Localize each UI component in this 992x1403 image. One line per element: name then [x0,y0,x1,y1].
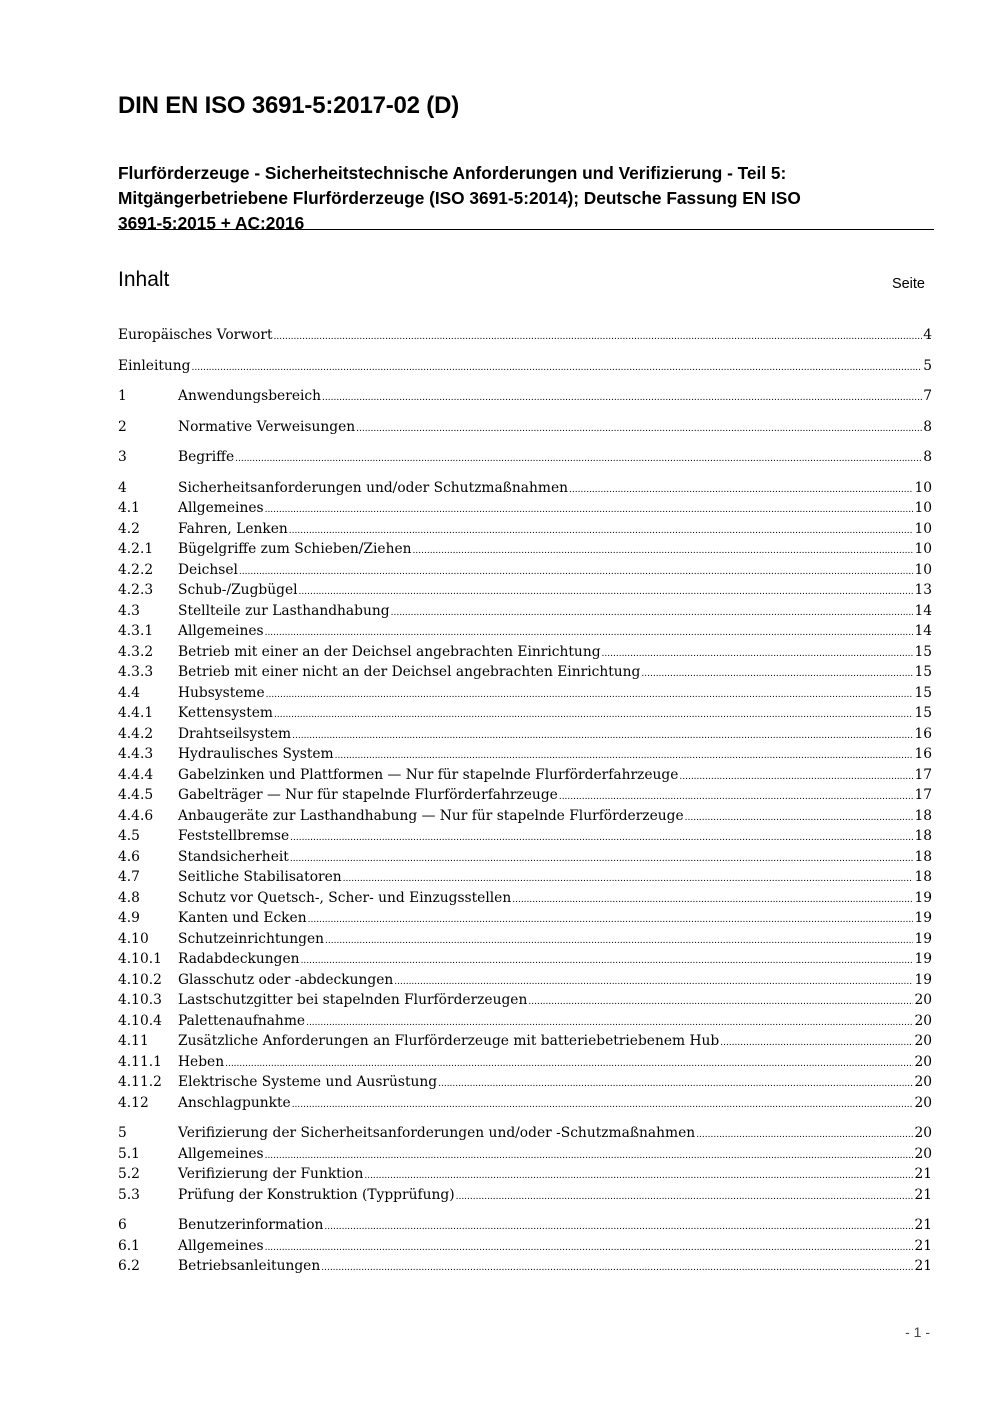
toc-entry-page: 20 [914,1012,932,1029]
toc-entry-title: Glasschutz oder -abdeckungen [178,971,394,988]
toc-entry-page: 17 [914,787,932,803]
toc-entry-title: Heben [178,1053,225,1070]
toc-entry-page: 4 [923,327,932,343]
toc-entry[interactable] [118,990,932,1011]
toc-entry[interactable] [118,867,932,888]
toc-entry[interactable] [118,785,932,806]
toc-dot-leader [321,1258,913,1279]
toc-entry[interactable] [118,621,932,642]
toc-entry-number: 2 [118,418,127,435]
toc-dot-leader [641,664,913,685]
toc-dot-leader [235,449,922,470]
toc-entry-page: 14 [914,602,932,619]
toc-entry-page: 14 [914,623,932,639]
toc-entry-title: Hubsysteme [178,684,265,701]
toc-entry-title: Anwendungsbereich [178,388,322,404]
toc-entry-title: Betrieb mit einer nicht an der Deichsel angebrachten Einrichtung [178,664,641,680]
toc-entry-number: 4.10.4 [118,1012,162,1029]
toc-dot-leader [325,931,913,952]
toc-entry-number: 4.10 [118,930,149,947]
toc-entry-title: Schutzeinrichtungen [178,930,325,947]
page-number: - 1 - [905,1324,930,1340]
toc-entry-title: Anschlagpunkte [178,1094,291,1111]
toc-dot-leader [308,910,914,931]
toc-dot-leader [306,1013,913,1034]
toc-entry[interactable] [118,806,932,827]
toc-entry-page: 20 [914,1074,932,1090]
toc-entry[interactable] [118,478,932,499]
toc-entry-number: 4.8 [118,889,140,906]
toc-entry[interactable] [118,1011,932,1032]
toc-entry-title: Drahtseilsystem [178,725,292,742]
toc-entry[interactable] [118,1185,932,1206]
toc-entry-number: 4.4.5 [118,787,154,803]
toc-dot-leader [569,480,913,501]
toc-entry-page: 10 [914,561,932,578]
toc-dot-leader [290,849,914,870]
toc-entry-number: 4.4.6 [118,807,154,824]
toc-entry[interactable] [118,1123,932,1144]
toc-entry-number: 4.3.3 [118,664,154,680]
toc-entry[interactable] [118,888,932,909]
toc-entry-title: Radabdeckungen [178,951,300,967]
toc-entry-number: 4.7 [118,869,140,885]
toc-entry-title: Benutzerinformation [178,1217,324,1233]
toc-entry[interactable] [118,447,932,468]
toc-entry-number: 4.2.1 [118,541,154,557]
toc-dot-leader [225,1054,913,1075]
toc-entry[interactable] [118,519,932,540]
toc-entry[interactable] [118,908,932,929]
toc-entry-page: 20 [914,1145,932,1162]
toc-entry-page: 8 [923,449,932,465]
toc-dot-leader [394,972,913,993]
toc-entry-title: Allgemeines [178,1237,264,1254]
toc-entry-number: 4.9 [118,910,140,926]
toc-entry-number: 6.2 [118,1258,140,1274]
toc-dot-leader [265,1146,914,1167]
toc-entry-page: 19 [914,971,932,988]
subtitle-line: Mitgängerbetriebene Flurförderzeuge (ISO 3691-5:2014); Deutsche Fassung EN ISO [118,188,801,208]
toc-entry[interactable] [118,1256,932,1277]
toc-entry-title: Elektrische Systeme und Ausrüstung [178,1074,438,1090]
toc-entry-number: 4.3.1 [118,623,154,639]
toc-entry[interactable] [118,1031,932,1052]
toc-entry-number: 4.5 [118,828,140,844]
toc-entry-number: 4.2.3 [118,582,154,598]
toc-dot-leader [324,1217,913,1238]
toc-entry-title: Kanten und Ecken [178,910,307,926]
document-title: DIN EN ISO 3691-5:2017-02 (D) [118,92,460,119]
toc-dot-leader [720,1033,913,1054]
toc-entry[interactable] [118,929,932,950]
toc-dot-leader [299,582,914,603]
toc-entry-number: 4.3.2 [118,643,154,660]
toc-entry[interactable] [118,744,932,765]
toc-entry-page: 18 [914,869,932,885]
toc-entry-number: 5 [118,1125,127,1141]
toc-entry-page: 19 [914,930,932,947]
toc-entry-page: 10 [914,520,932,537]
toc-entry-number: 4.1 [118,500,140,516]
toc-entry-title: Verifizierung der Funktion [178,1166,364,1182]
toc-entry-number: 4 [118,479,127,496]
toc-entry-page: 13 [914,582,932,598]
toc-entry-page: 15 [914,684,932,701]
toc-entry-page: 7 [923,388,932,404]
toc-entry-number: 4.12 [118,1094,149,1111]
toc-dot-leader [265,1238,914,1259]
toc-entry-page: 15 [914,705,932,721]
toc-dot-leader [679,767,913,788]
toc-dot-leader [685,808,914,829]
toc-dot-leader [274,705,913,726]
toc-entry-title: Feststellbremse [178,828,290,844]
toc-entry[interactable] [118,1236,932,1257]
toc-entry[interactable] [118,325,932,346]
toc-dot-leader [559,787,914,808]
toc-entry-page: 20 [914,992,932,1008]
toc-dot-leader [192,358,923,379]
toc-entry-number: 3 [118,449,127,465]
toc-dot-leader [301,951,914,972]
toc-dot-leader [322,388,922,409]
toc-entry[interactable] [118,642,932,663]
toc-entry-title: Europäisches Vorwort [118,327,273,343]
toc-dot-leader [335,746,914,767]
toc-entry-page: 10 [914,541,932,557]
toc-entry-page: 20 [914,1094,932,1111]
toc-entry-title: Gabelzinken und Plattformen — Nur für stapelnde Flurförderfahrzeuge [178,766,679,783]
toc-entry-number: 5.2 [118,1166,140,1182]
toc-entry-title: Zusätzliche Anforderungen an Flurförderzeuge mit batteriebetriebenem Hub [178,1033,720,1049]
toc-entry-page: 16 [914,746,932,762]
toc-dot-leader [290,828,913,849]
toc-entry[interactable] [118,417,932,438]
toc-entry-title: Einleitung [118,357,191,374]
toc-entry-page: 20 [914,1125,932,1141]
toc-dot-leader [528,992,913,1013]
toc-entry[interactable] [118,601,932,622]
toc-dot-leader [239,562,914,583]
toc-dot-leader [292,726,913,747]
toc-entry-page: 18 [914,848,932,865]
toc-dot-leader [356,419,922,440]
toc-dot-leader [456,1187,914,1208]
toc-entry-title: Hydraulisches System [178,746,334,762]
toc-entry[interactable] [118,949,932,970]
toc-dot-leader [274,327,923,348]
toc-entry-number: 4.10.2 [118,971,162,988]
toc-entry-title: Schutz vor Quetsch-, Scher- und Einzugsstellen [178,889,512,906]
toc-entry-page: 5 [923,357,932,374]
toc-heading: Inhalt [118,268,170,291]
toc-entry-page: 20 [914,1053,932,1070]
toc-entry-title: Palettenaufnahme [178,1012,306,1029]
toc-entry-page: 20 [914,1033,932,1049]
toc-entry-number: 6 [118,1217,127,1233]
toc-entry[interactable] [118,580,932,601]
toc-entry-number: 4.2.2 [118,561,154,578]
toc-dot-leader [413,541,914,562]
toc-entry-number: 4.11.1 [118,1053,162,1070]
toc-entry-number: 4.4.2 [118,725,154,742]
toc-entry-page: 21 [914,1258,932,1274]
toc-entry-page: 18 [914,807,932,824]
toc-entry-title: Sicherheitsanforderungen und/oder Schutzmaßnahmen [178,479,569,496]
toc-entry-title: Allgemeines [178,623,264,639]
toc-entry-number: 6.1 [118,1237,140,1254]
toc-entry-title: Begriffe [178,449,235,465]
toc-entry-page: 21 [914,1237,932,1254]
toc-entry-page: 19 [914,889,932,906]
toc-dot-leader [438,1074,913,1095]
toc-entry-title: Deichsel [178,561,238,578]
toc-entry-title: Normative Verweisungen [178,418,356,435]
toc-dot-leader [266,685,914,706]
document-subtitle [118,161,930,236]
toc-entry-title: Schub-/Zugbügel [178,582,298,598]
toc-entry-page: 21 [914,1217,932,1233]
toc-entry[interactable] [118,498,932,519]
toc-entry[interactable] [118,1072,932,1093]
toc-entry-title: Seitliche Stabilisatoren [178,869,342,885]
toc-dot-leader [696,1125,913,1146]
toc-entry-title: Betrieb mit einer an der Deichsel angebrachten Einrichtung [178,643,601,660]
toc-entry[interactable] [118,386,932,407]
toc-dot-leader [391,603,914,624]
header-divider [118,229,934,230]
toc-entry-title: Stellteile zur Lasthandhabung [178,602,390,619]
toc-entry-title: Gabelträger — Nur für stapelnde Flurförderfahrzeuge [178,787,558,803]
toc-entry-number: 4.4.1 [118,705,154,721]
toc-entry-page: 18 [914,828,932,844]
toc-entry-number: 4.10.3 [118,992,162,1008]
toc-entry-page: 8 [923,418,932,435]
toc-dot-leader [292,1095,914,1116]
toc-entry[interactable] [118,826,932,847]
toc-entry-number: 1 [118,388,127,404]
toc-entry[interactable] [118,765,932,786]
toc-dot-leader [364,1166,913,1187]
toc-entry-number: 4.11.2 [118,1074,162,1090]
toc-entry-page: 21 [914,1186,932,1203]
toc-entry-number: 4.11 [118,1033,149,1049]
toc-entry-number: 5.1 [118,1145,140,1162]
toc-entry-title: Allgemeines [178,500,264,516]
toc-entry[interactable] [118,539,932,560]
toc-entry-number: 4.10.1 [118,951,162,967]
toc-entry[interactable] [118,724,932,745]
toc-entry-page: 21 [914,1166,932,1182]
toc-entry-number: 4.4 [118,684,140,701]
subtitle-line: 3691-5:2015 + AC:2016 [118,213,305,233]
toc-entry-title: Lastschutzgitter bei stapelnden Flurförderzeugen [178,992,528,1008]
toc-dot-leader [343,869,914,890]
toc-entry[interactable] [118,1164,932,1185]
toc-dot-leader [289,521,914,542]
toc-entry-page: 10 [914,500,932,516]
toc-dot-leader [265,500,914,521]
toc-entry-title: Bügelgriffe zum Schieben/Ziehen [178,541,412,557]
toc-entry[interactable] [118,1215,932,1236]
toc-entry-page: 17 [914,766,932,783]
toc-entry-page: 15 [914,664,932,680]
toc-entry-title: Verifizierung der Sicherheitsanforderungen und/oder -Schutzmaßnahmen [178,1125,696,1141]
toc-entry-title: Kettensystem [178,705,273,721]
toc-entry[interactable] [118,662,932,683]
toc-dot-leader [512,890,913,911]
toc-entry-number: 4.3 [118,602,140,619]
toc-entry-page: 15 [914,643,932,660]
toc-entry[interactable] [118,683,932,704]
toc-entry-number: 4.6 [118,848,140,865]
toc-entry-page: 10 [914,479,932,496]
toc-entry[interactable] [118,703,932,724]
toc-entry-title: Standsicherheit [178,848,289,865]
toc-entry-page: 16 [914,725,932,742]
toc-entry-title: Betriebsanleitungen [178,1258,321,1274]
toc-entry[interactable] [118,356,932,377]
toc-entry-title: Anbaugeräte zur Lasthandhabung — Nur für stapelnde Flurförderzeuge [178,807,684,824]
toc-dot-leader [265,623,914,644]
toc-entry[interactable] [118,1144,932,1165]
toc-entry[interactable] [118,847,932,868]
toc-entry-page: 19 [914,910,932,926]
toc-entry-number: 4.4.3 [118,746,154,762]
toc-entry-number: 5.3 [118,1186,140,1203]
toc-entry[interactable] [118,1093,932,1114]
toc-entry[interactable] [118,1052,932,1073]
toc-entry[interactable] [118,560,932,581]
table-of-contents [118,325,932,1277]
toc-entry-number: 4.4.4 [118,766,154,783]
toc-entry-page: 19 [914,951,932,967]
subtitle-line: Flurförderzeuge - Sicherheitstechnische Anforderungen und Verifizierung - Teil 5: [118,163,787,183]
toc-entry-number: 4.2 [118,520,140,537]
toc-entry-title: Fahren, Lenken [178,520,288,537]
toc-entry[interactable] [118,970,932,991]
toc-entry-title: Allgemeines [178,1145,264,1162]
toc-entry-title: Prüfung der Konstruktion (Typprüfung) [178,1186,455,1203]
toc-dot-leader [602,644,914,665]
page-column-label: Seite [891,276,925,292]
